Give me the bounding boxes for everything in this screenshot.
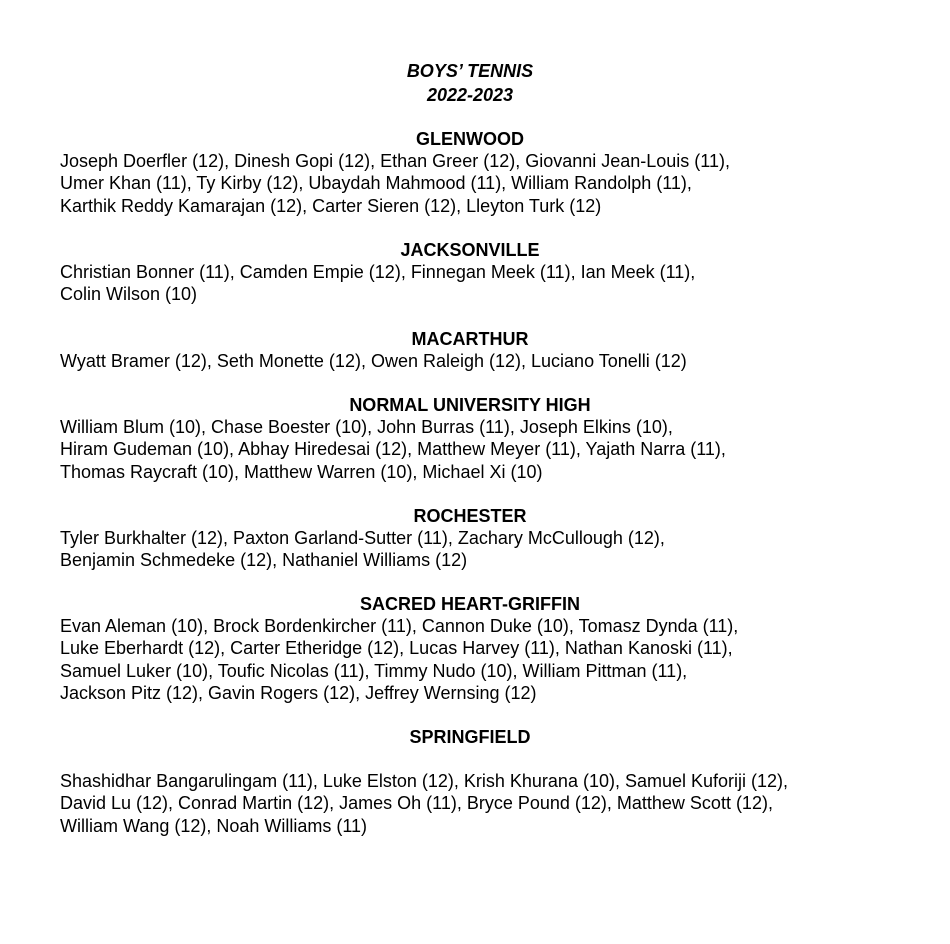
season-label: 2022-2023	[426, 85, 514, 105]
school-section-jacksonville	[0, 239, 940, 306]
school-roster: Tyler Burkhalter (12), Paxton Garland-Sutter (11), Zachary McCullough (12), Benjamin Schmedeke (12), Nathaniel Williams (12)	[60, 528, 665, 571]
document-title: BOYS’ TENNIS	[406, 61, 534, 81]
school-name: MACARTHUR	[411, 329, 529, 349]
school-section-sacred-heart-griffin	[0, 593, 940, 704]
school-name: SACRED HEART-GRIFFIN	[360, 594, 580, 614]
school-section-glenwood	[0, 128, 940, 217]
school-roster: Joseph Doerfler (12), Dinesh Gopi (12), Ethan Greer (12), Giovanni Jean-Louis (11), Umer Khan (11), Ty Kirby (12), Ubaydah Mahmood (11), William Randolph (11), Karthik Reddy Kamarajan (12), Carter Sieren (12), Lleyton Turk (12)	[60, 151, 730, 216]
school-section-rochester	[0, 505, 940, 572]
school-section-springfield	[0, 726, 940, 837]
document-header	[0, 59, 940, 107]
school-section-macarthur	[0, 328, 940, 372]
school-name: GLENWOOD	[416, 129, 524, 149]
school-roster: William Blum (10), Chase Boester (10), John Burras (11), Joseph Elkins (10), Hiram Gudeman (10), Abhay Hiredesai (12), Matthew Meyer (11), Yajath Narra (11), Thomas Raycraft (10), Matthew Warren (10), Michael Xi (10)	[60, 417, 726, 482]
school-name: JACKSONVILLE	[400, 240, 540, 260]
school-roster: Shashidhar Bangarulingam (11), Luke Elston (12), Krish Khurana (10), Samuel Kuforiji (12), David Lu (12), Conrad Martin (12), James Oh (11), Bryce Pound (12), Matthew Scott (12), William Wang (12), Noah Williams (11)	[60, 771, 789, 836]
school-roster: Evan Aleman (10), Brock Bordenkircher (11), Cannon Duke (10), Tomasz Dynda (11), Luke Eberhardt (12), Carter Etheridge (12), Lucas Harvey (11), Nathan Kanoski (11), Samuel Luker (10), Toufic Nicolas (11), Timmy Nudo (10), William Pittman (11), Jackson Pitz (12), Gavin Rogers (12), Jeffrey Wernsing (12)	[60, 616, 739, 703]
school-name: ROCHESTER	[413, 506, 527, 526]
school-roster: Christian Bonner (11), Camden Empie (12), Finnegan Meek (11), Ian Meek (11), Colin Wilson (10)	[60, 262, 696, 305]
school-name: NORMAL UNIVERSITY HIGH	[349, 395, 591, 415]
school-roster: Wyatt Bramer (12), Seth Monette (12), Owen Raleigh (12), Luciano Tonelli (12)	[60, 351, 687, 371]
school-name: SPRINGFIELD	[409, 727, 531, 747]
school-section-normal-university-high	[0, 394, 940, 483]
